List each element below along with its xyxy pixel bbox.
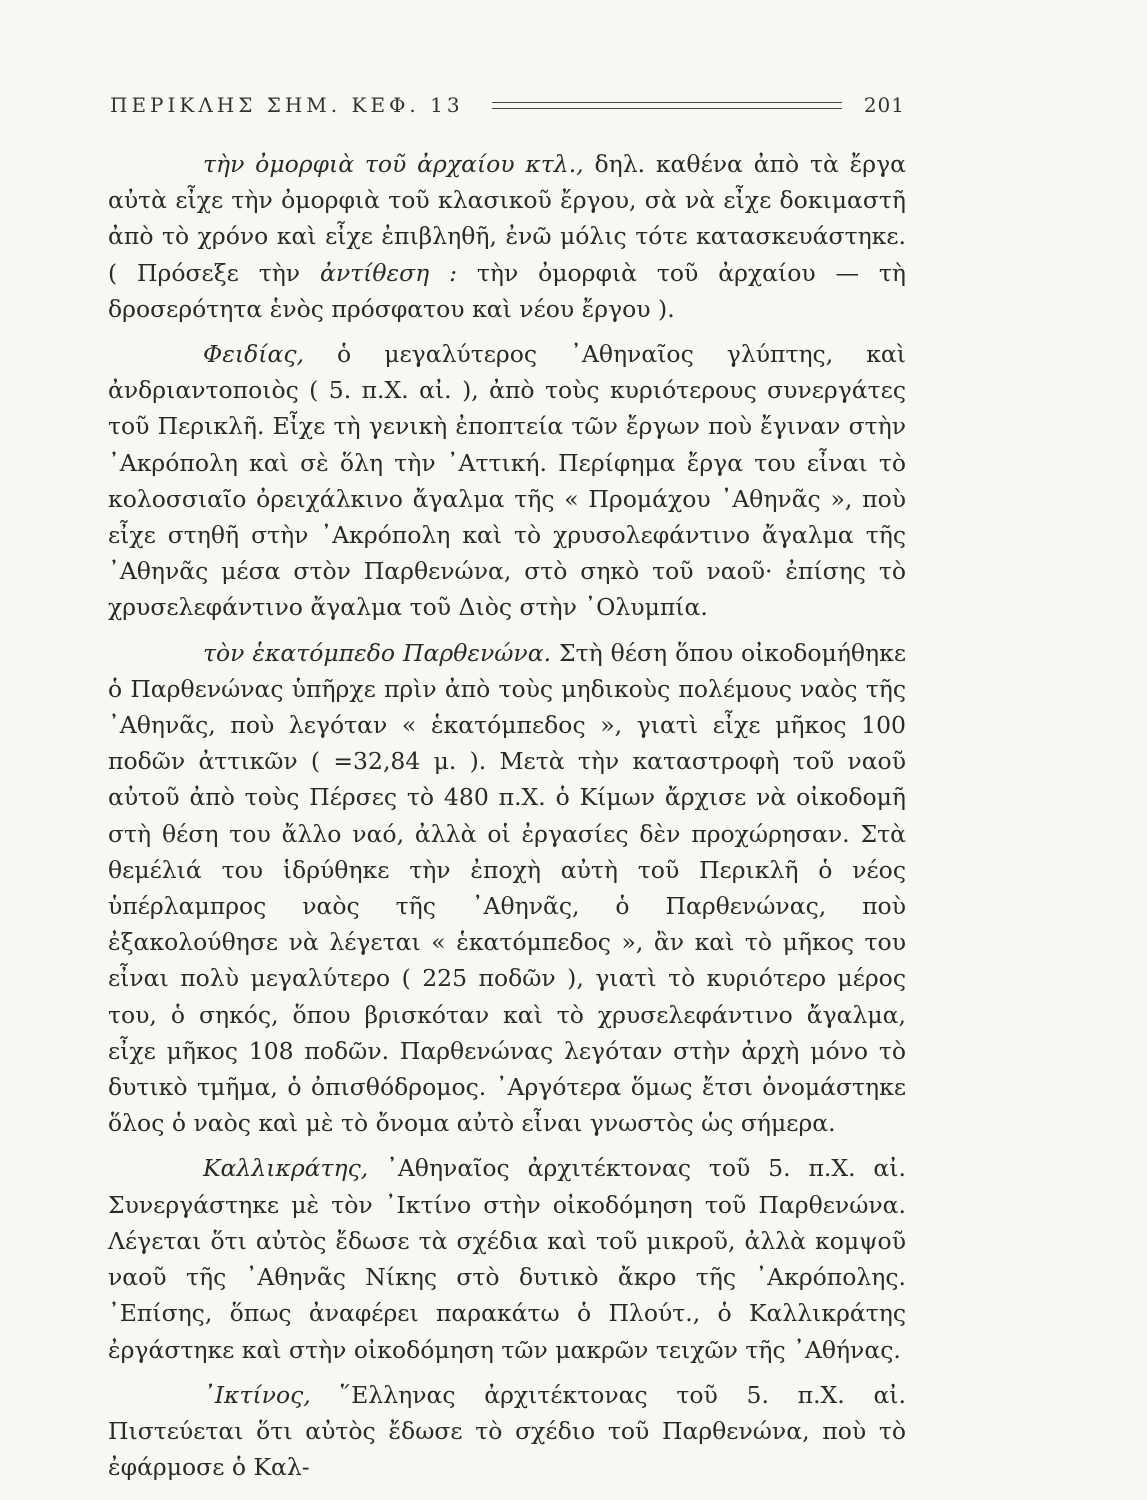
running-head (110, 88, 905, 122)
note-text: τὴν ὀμορφιὰ τοῦ ἀρχαίου — τὴ δροσερότητα ἑνὸς πρόσφατου καὶ νέου ἔργου ). (108, 258, 906, 323)
page-number: 201 (863, 93, 905, 117)
double-rule (492, 102, 842, 109)
note-lemma: Φειδίας, (203, 340, 304, 369)
body-text (108, 146, 906, 1494)
note-emphasis: ἀντίθεση : (319, 258, 457, 287)
running-head-title: ΠΕΡΙΚΛΗΣ ΣΗΜ. ΚΕΦ. 13 (110, 93, 464, 117)
note-paragraph (108, 635, 906, 1142)
note-text: δηλ. καθένα ἀπὸ τὰ ἔργα αὐτὰ εἶχε τὴν ὀμορφιὰ τοῦ κλασικοῦ ἔργου, σὰ νὰ εἶχε δοκιμαστῆ ἀπὸ τὸ χρόνο καὶ εἶχε ἐπιβληθῆ, ἐνῶ μόλις τότε κατασκευάστηκε. ( Πρόσεξε τὴν (108, 150, 906, 287)
note-paragraph (108, 1377, 906, 1486)
note-text: ῞Ελληνας ἀρχιτέκτονας τοῦ 5. π.Χ. αἰ. Πιστεύεται ὅτι αὐτὸς ἔδωσε τὸ σχέδιο τοῦ Παρθενώνα, ποὺ τὸ ἐφάρμοσε ὁ Καλ- (108, 1380, 906, 1482)
note-text: ὁ μεγαλύτερος ᾿Αθηναῖος γλύπτης, καὶ ἀνδριαντοποιὸς ( 5. π.Χ. αἰ. ), ἀπὸ τοὺς κυριότερους συνεργάτες τοῦ Περικλῆ. Εἶχε τὴ γενικὴ ἐποπτεία τῶν ἔργων ποὺ ἔγιναν στὴν ᾿Ακρόπολη καὶ σὲ ὅλη τὴν ᾿Αττική. Περίφημα ἔργα του εἶναι τὸ κολοσσιαῖο ὀρειχάλκινο ἄγαλμα τῆς « Προμάχου ᾿Αθηνᾶς », ποὺ εἶχε στηθῆ στὴν ᾿Ακρόπολη καὶ τὸ χρυσολεφάντινο ἄγαλμα τῆς ᾿Αθηνᾶς μέσα στὸν Παρθενώνα, στὸ σηκὸ τοῦ ναοῦ· ἐπίσης τὸ χρυσελεφάντινο ἄγαλμα τοῦ Διὸς στὴν ᾿Ολυμπία. (108, 340, 906, 622)
note-text: ᾿Αθηναῖος ἀρχιτέκτονας τοῦ 5. π.Χ. αἰ. Συνεργάστηκε μὲ τὸν ᾿Ικτίνο στὴν οἰκοδόμηση τοῦ Παρθενώνα. Λέγεται ὅτι αὐτὸς ἔδωσε τὰ σχέδια καὶ τοῦ μικροῦ, ἀλλὰ κομψοῦ ναοῦ τῆς ᾿Αθηνᾶς Νίκης στὸ δυτικὸ ἄκρο τῆς ᾿Ακρόπολης. ᾿Επίσης, ὅπως ἀναφέρει παρακάτω ὁ Πλούτ., ὁ Καλλικράτης ἐργάστηκε καὶ στὴν οἰκοδόμηση τῶν μακρῶν τειχῶν τῆς ᾿Αθήνας. (108, 1154, 906, 1364)
note-lemma: τὸν ἑκατόμπεδο Παρθενώνα. (203, 638, 552, 667)
note-lemma: ᾿Ικτίνος, (203, 1380, 311, 1409)
note-paragraph (108, 146, 906, 327)
note-text: Στὴ θέση ὅπου οἰκοδομήθηκε ὁ Παρθενώνας ὑπῆρχε πρὶν ἀπὸ τοὺς μηδικοὺς πολέμους ναὸς τῆς ᾿Αθηνᾶς, ποὺ λεγόταν « ἑκατόμπεδος », γιατὶ εἶχε μῆκος 100 ποδῶν ἀττικῶν ( =32,84 μ. ). Μετὰ τὴν καταστροφὴ τοῦ ναοῦ αὐτοῦ ἀπὸ τοὺς Πέρσες τὸ 480 π.Χ. ὁ Κίμων ἄρχισε νὰ οἰκοδομῆ στὴ θέση του ἄλλο ναό, ἀλλὰ οἱ ἐργασίες δὲν προχώρησαν. Στὰ θεμέλιά του ἱδρύθηκε τὴν ἐποχὴ αὐτὴ τοῦ Περικλῆ ὁ νέος ὑπέρλαμπρος ναὸς τῆς ᾿Αθηνᾶς, ὁ Παρθενώνας, ποὺ ἐξακολούθησε νὰ λέγεται « ἑκατόμπεδος », ἂν καὶ τὸ μῆκος του εἶναι πολὺ μεγαλύτερο ( 225 ποδῶν ), γιατὶ τὸ κυριότερο μέρος του, ὁ σηκός, ὅπου βρισκόταν καὶ τὸ χρυσελεφάντινο ἄγαλμα, εἶχε μῆκος 108 ποδῶν. Παρθενώνας λεγόταν στὴν ἀρχὴ μόνο τὸ δυτικὸ τμῆμα, ὁ ὀπισθόδρομος. ᾿Αργότερα ὅμως ἔτσι ὀνομάστηκε ὅλος ὁ ναὸς καὶ μὲ τὸ ὄνομα αὐτὸ εἶναι γνωστὸς ὡς σήμερα. (108, 638, 906, 1138)
note-paragraph (108, 1150, 906, 1367)
note-lemma: τὴν ὀμορφιὰ τοῦ ἀρχαίου κτλ., (203, 150, 584, 178)
note-lemma: Καλλικράτης, (203, 1154, 369, 1183)
note-paragraph (108, 336, 906, 626)
